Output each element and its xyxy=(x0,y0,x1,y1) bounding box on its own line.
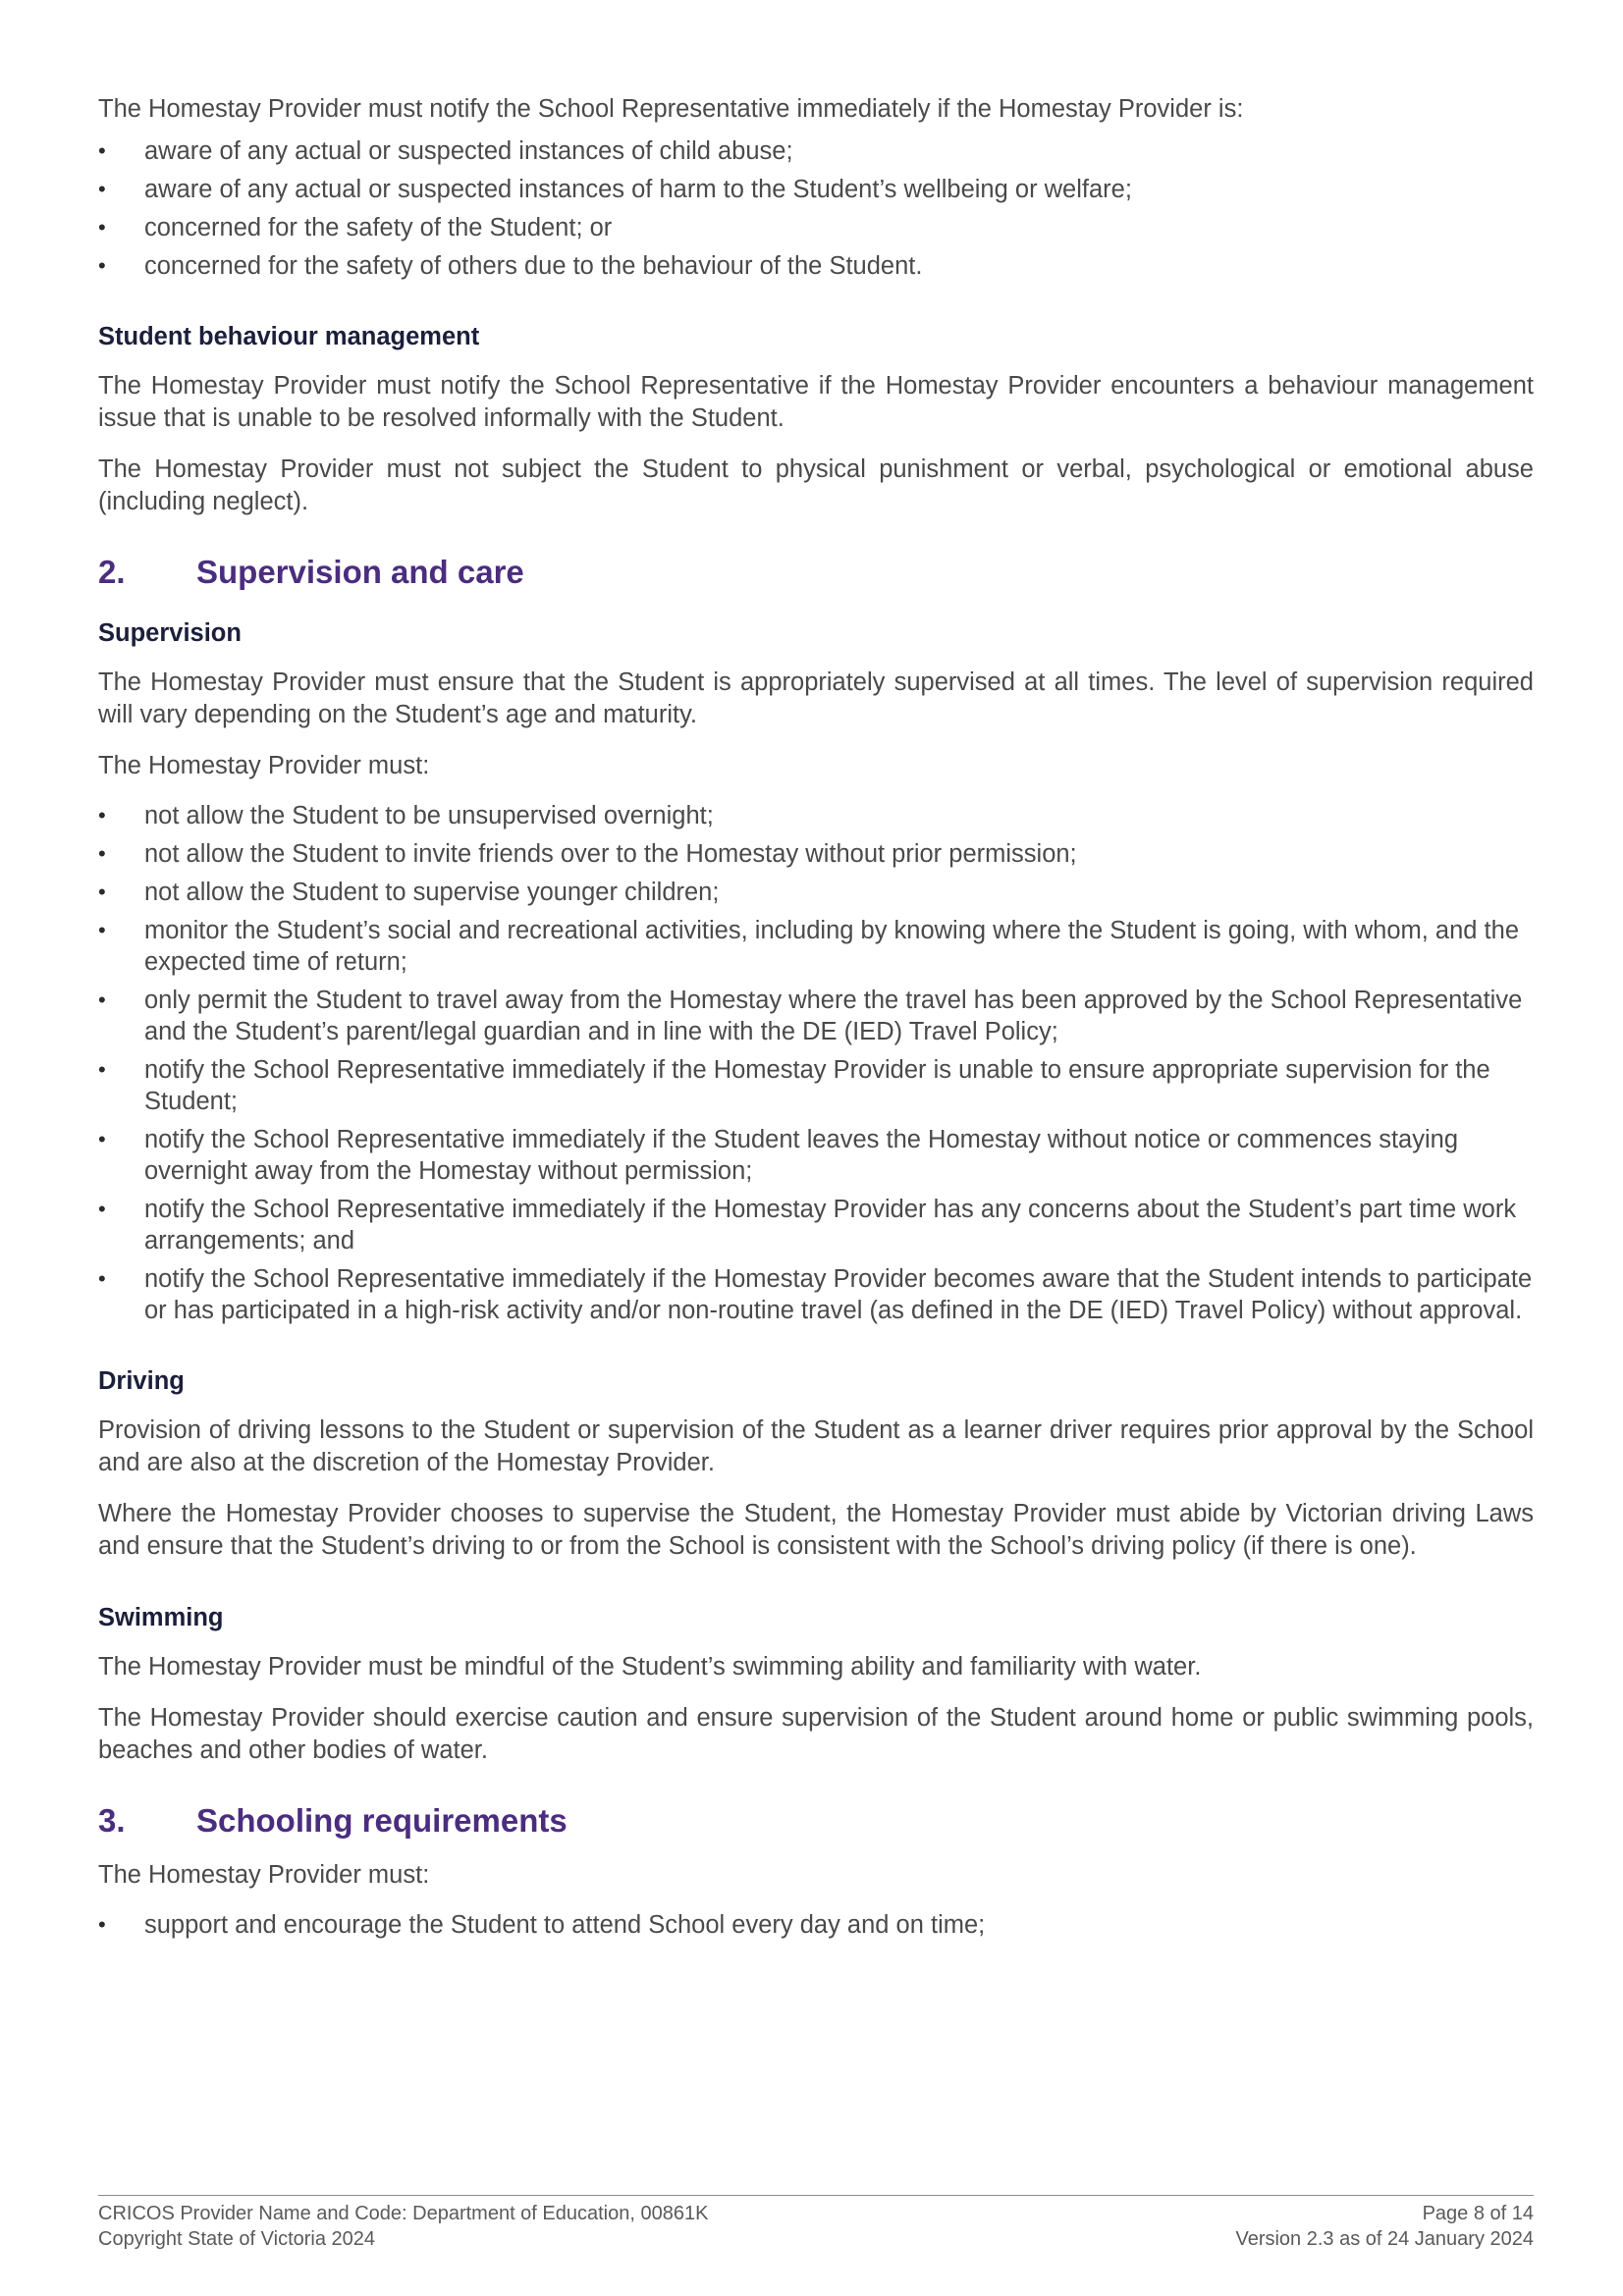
section-2-number: 2. xyxy=(98,554,126,590)
supervision-paragraph-1: The Homestay Provider must ensure that the Student is appropriately supervised at all times. The level of supervision required will vary depending on the Student’s age and maturity. xyxy=(98,668,1534,728)
driving-paragraph-1: Provision of driving lessons to the Student or supervision of the Student as a learner driver requires prior approval by the School and are also at the discretion of the Homestay Provider. xyxy=(98,1416,1534,1476)
footer-cricos: CRICOS Provider Name and Code: Department of Education, 00861K xyxy=(98,2203,709,2224)
list-item: • aware of any actual or suspected instances of harm to the Student’s wellbeing or welfare; xyxy=(98,174,1534,205)
list-item: • notify the School Representative immediately if the Homestay Provider is unable to ensure appropriate supervision for the Student; xyxy=(98,1054,1534,1117)
behaviour-paragraph-1: The Homestay Provider must notify the School Representative if the Homestay Provider encounters a behaviour management issue that is unable to be resolved informally with the Student. xyxy=(98,372,1534,432)
schooling-paragraph-1: The Homestay Provider must: xyxy=(98,1861,430,1889)
page-footer xyxy=(98,2195,1534,2252)
intro-bullet-list xyxy=(98,135,1534,282)
list-item: • notify the School Representative immediately if the Homestay Provider becomes aware that the Student intends to participate or has participated in a high-risk activity and/or non-routine travel (as defined in the DE (IED) Travel Policy) without approval. xyxy=(98,1263,1534,1326)
section-3-number: 3. xyxy=(98,1802,126,1839)
supervision-heading: Supervision xyxy=(98,619,242,647)
list-item: • monitor the Student’s social and recreational activities, including by knowing where the Student is going, with whom, and the expected time of return; xyxy=(98,915,1534,978)
driving-heading: Driving xyxy=(98,1367,185,1395)
supervision-paragraph-2: The Homestay Provider must: xyxy=(98,752,430,779)
footer-page-number: Page 8 of 14 xyxy=(1422,2203,1534,2224)
swimming-heading: Swimming xyxy=(98,1604,224,1631)
section-2-heading xyxy=(98,553,1534,592)
footer-left xyxy=(98,2201,708,2252)
section-3-title: Schooling requirements xyxy=(196,1802,568,1839)
intro-paragraph: The Homestay Provider must notify the School Representative immediately if the Homestay Provider is: xyxy=(98,95,1244,123)
list-item: • not allow the Student to invite friends over to the Homestay without prior permission; xyxy=(98,838,1534,870)
behaviour-paragraph-2: The Homestay Provider must not subject the Student to physical punishment or verbal, psychological or emotional abuse (including neglect). xyxy=(98,455,1534,515)
section-3-heading xyxy=(98,1801,1534,1841)
list-item: • notify the School Representative immediately if the Homestay Provider has any concerns about the Student’s part time work arrangements; and xyxy=(98,1194,1534,1256)
list-item: • aware of any actual or suspected instances of child abuse; xyxy=(98,135,1534,167)
section-2-title: Supervision and care xyxy=(196,554,524,590)
list-item: • support and encourage the Student to attend School every day and on time; xyxy=(98,1909,1534,1941)
list-item: • concerned for the safety of others due to the behaviour of the Student. xyxy=(98,250,1534,282)
document-page xyxy=(98,93,1534,1948)
list-item: • concerned for the safety of the Student; or xyxy=(98,212,1534,243)
footer-copyright: Copyright State of Victoria 2024 xyxy=(98,2228,376,2250)
behaviour-heading: Student behaviour management xyxy=(98,323,480,350)
swimming-paragraph-1: The Homestay Provider must be mindful of the Student’s swimming ability and familiarity with water. xyxy=(98,1653,1202,1681)
list-item: • not allow the Student to be unsupervised overnight; xyxy=(98,800,1534,831)
supervision-bullet-list xyxy=(98,800,1534,1326)
list-item: • only permit the Student to travel away from the Homestay where the travel has been approved by the School Representative and the Student’s parent/legal guardian and in line with the DE (IED) Travel Policy; xyxy=(98,985,1534,1047)
list-item: • notify the School Representative immediately if the Student leaves the Homestay without notice or commences staying overnight away from the Homestay without permission; xyxy=(98,1124,1534,1187)
swimming-paragraph-2: The Homestay Provider should exercise caution and ensure supervision of the Student around home or public swimming pools, beaches and other bodies of water. xyxy=(98,1704,1534,1764)
schooling-bullet-list xyxy=(98,1909,1534,1941)
driving-paragraph-2: Where the Homestay Provider chooses to supervise the Student, the Homestay Provider must abide by Victorian driving Laws and ensure that the Student’s driving to or from the School is consistent with the School’s driving policy (if there is one). xyxy=(98,1500,1534,1560)
footer-version: Version 2.3 as of 24 January 2024 xyxy=(1235,2228,1534,2250)
footer-right xyxy=(1235,2201,1534,2252)
list-item: • not allow the Student to supervise younger children; xyxy=(98,877,1534,908)
